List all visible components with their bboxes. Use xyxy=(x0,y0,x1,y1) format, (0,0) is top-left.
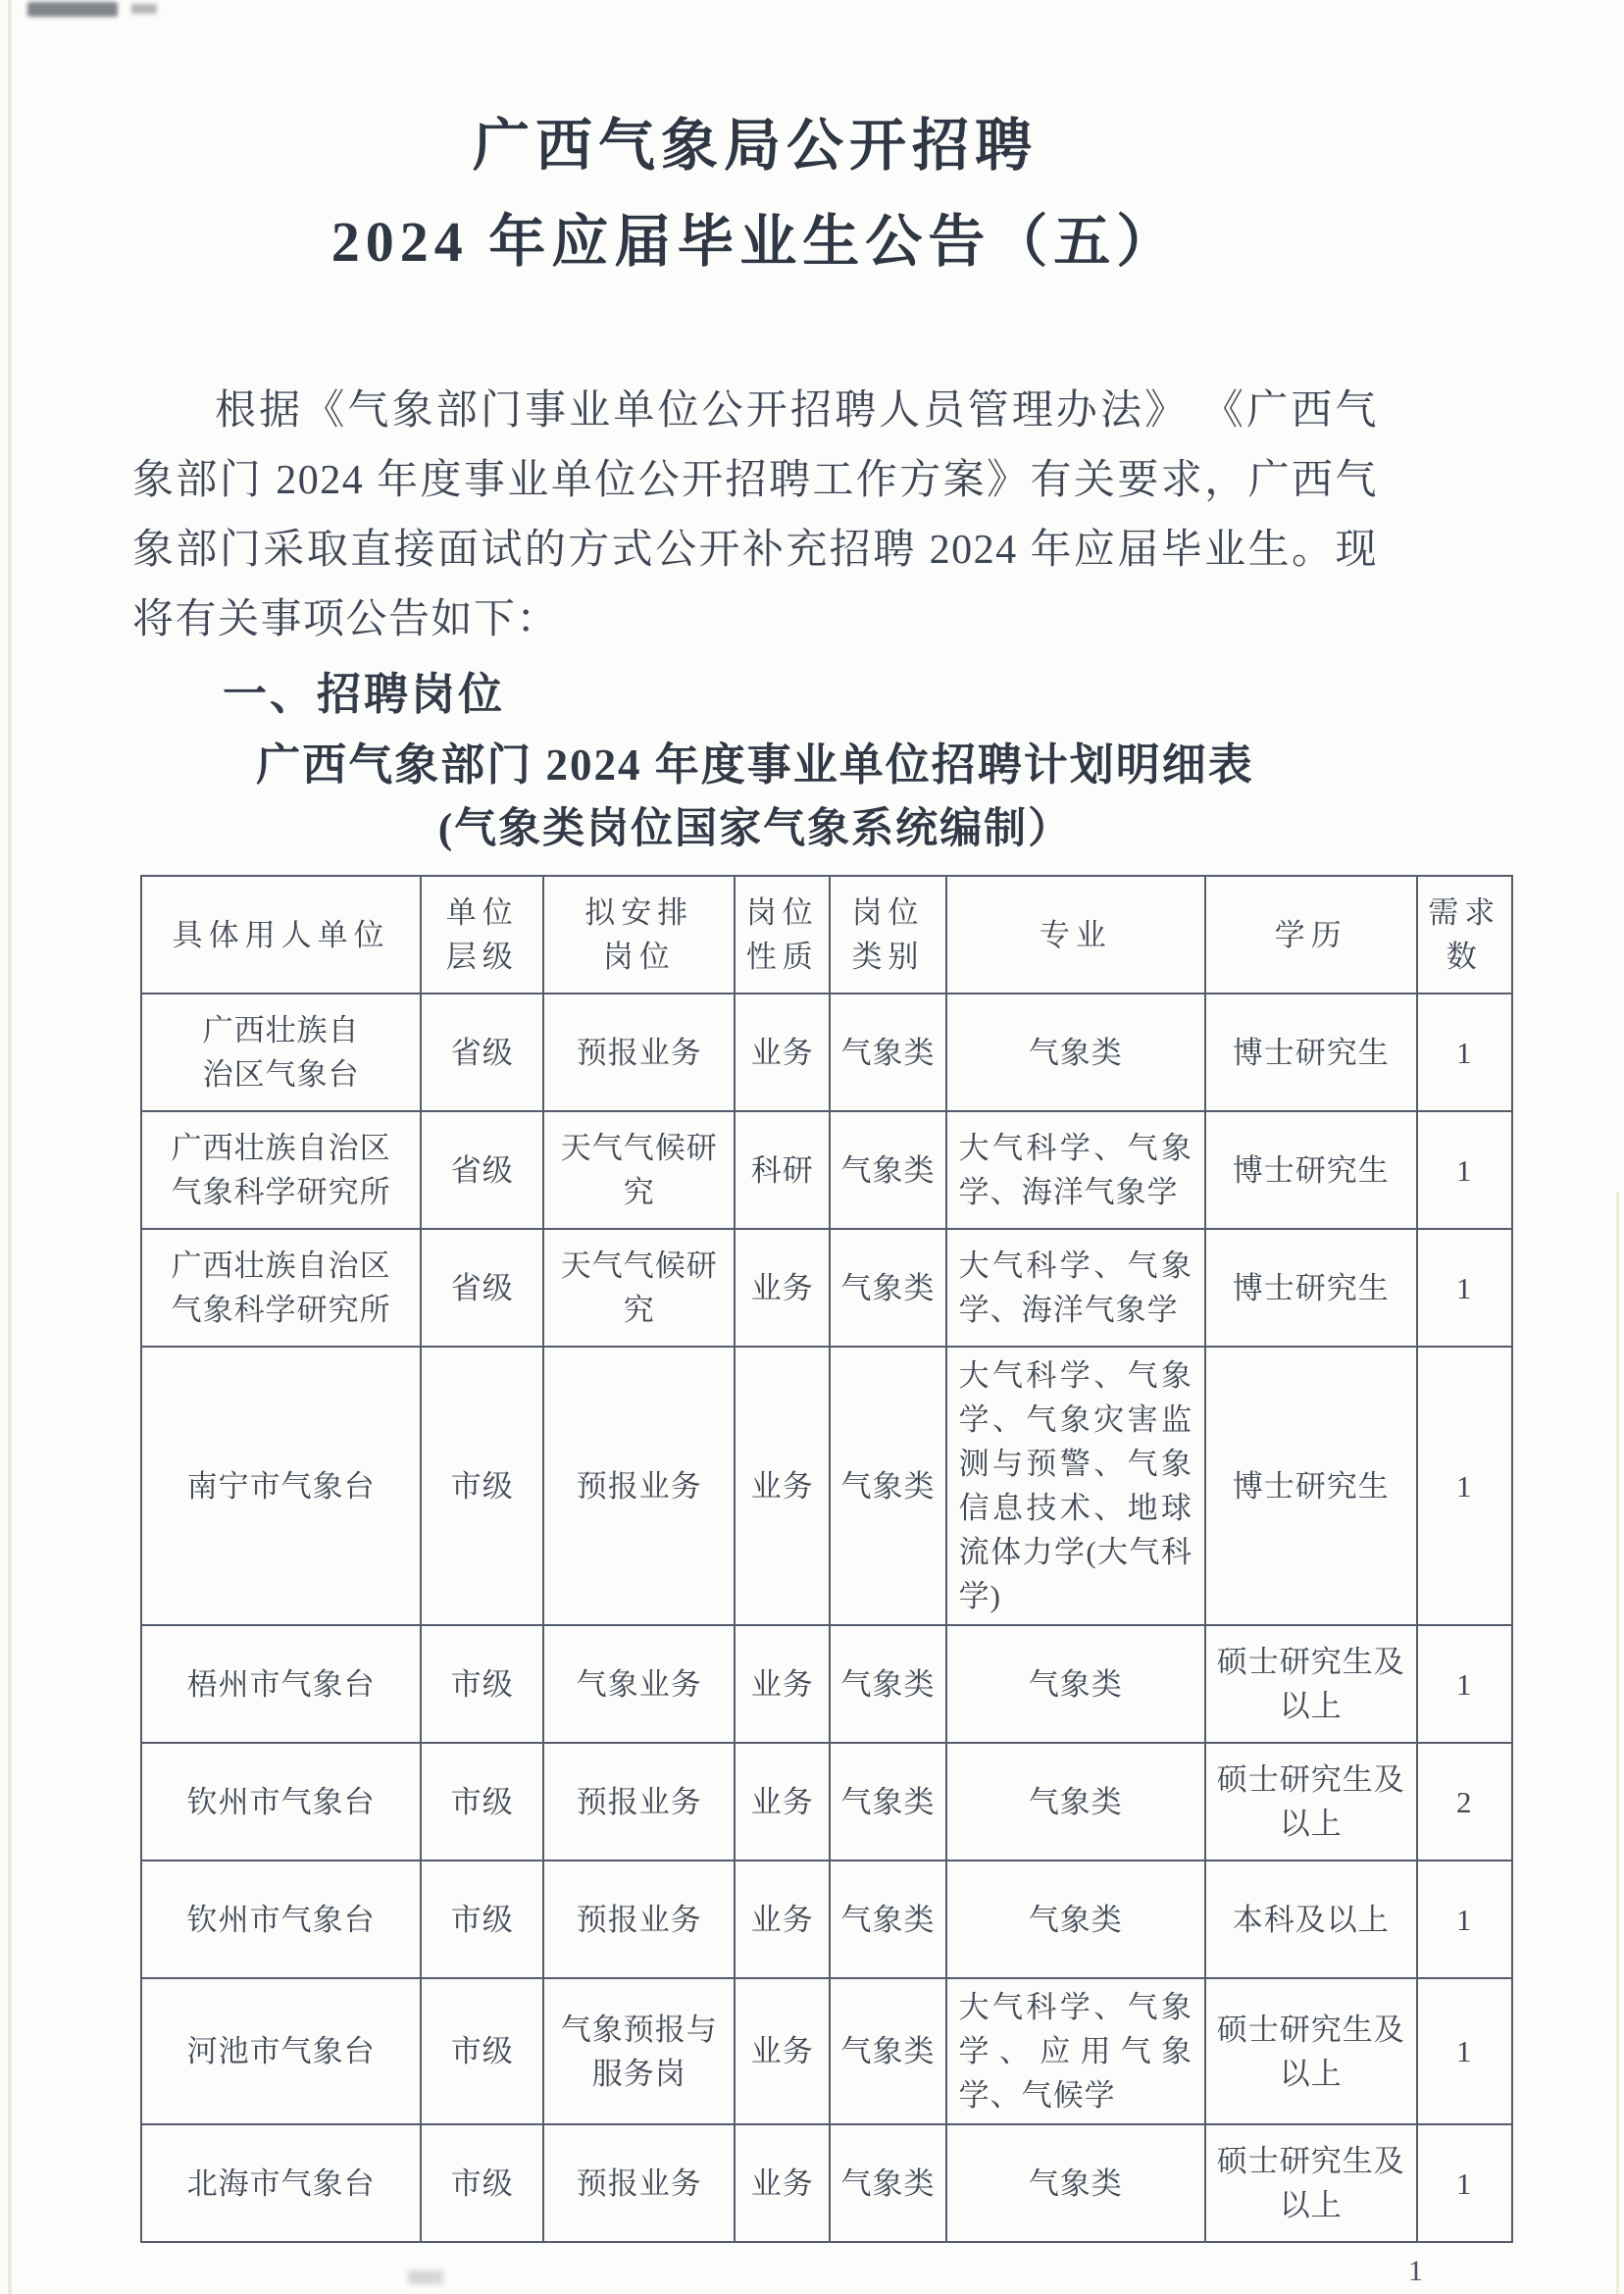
table-cell: 业务 xyxy=(735,1347,830,1625)
table-cell: 业务 xyxy=(735,2124,830,2242)
column-header: 具体用人单位 xyxy=(141,876,421,994)
table-cell: 预报业务 xyxy=(543,2124,735,2242)
table-cell: 硕士研究生及以上 xyxy=(1205,1978,1417,2124)
scan-edge-line xyxy=(1616,1193,1619,2294)
table-cell: 市级 xyxy=(421,1978,543,2124)
table-cell: 气象类 xyxy=(830,1861,945,1978)
table-cell: 大气科学、气象学、海洋气象学 xyxy=(946,1111,1205,1229)
table-cell: 硕士研究生及以上 xyxy=(1205,1743,1417,1861)
table-cell: 南宁市气象台 xyxy=(141,1347,421,1625)
table-cell: 1 xyxy=(1417,1347,1512,1625)
document-title-line1: 广西气象局公开招聘 xyxy=(472,114,1038,178)
table-cell: 天气气候研究 xyxy=(543,1111,735,1229)
table-cell: 气象类 xyxy=(830,1978,945,2124)
table-row xyxy=(141,994,1512,1111)
scan-artifact-mark xyxy=(27,2,118,17)
table-cell: 1 xyxy=(1417,1625,1512,1743)
table-cell: 业务 xyxy=(735,1625,830,1743)
table-cell: 气象业务 xyxy=(543,1625,735,1743)
table-cell: 气象类 xyxy=(830,2124,945,2242)
document-title-line2: 2024 年应届毕业生公告（五） xyxy=(330,210,1180,274)
table-cell: 1 xyxy=(1417,1978,1512,2124)
table-cell: 气象预报与服务岗 xyxy=(543,1978,735,2124)
table-cell: 气象类 xyxy=(946,994,1205,1111)
table-cell: 北海市气象台 xyxy=(141,2124,421,2242)
table-row xyxy=(141,1625,1512,1743)
intro-paragraph: 根据《气象部门事业单位公开招聘人员管理办法》 《广西气象部门 2024 年度事业单位公开招聘工作方案》有关要求，广西气象部门采取直接面试的方式公开补充招聘 2024 年应届毕业生。现将有关事项公告如下： xyxy=(132,388,1378,642)
table-cell: 业务 xyxy=(735,1978,830,2124)
table-cell: 天气气候研究 xyxy=(543,1229,735,1347)
table-cell: 市级 xyxy=(421,2124,543,2242)
table-cell: 1 xyxy=(1417,1111,1512,1229)
column-header: 专业 xyxy=(946,876,1205,994)
table-cell: 预报业务 xyxy=(543,1861,735,1978)
scan-edge-line xyxy=(8,0,12,2294)
table-cell: 气象类 xyxy=(946,1743,1205,1861)
scan-smudge xyxy=(408,2270,443,2284)
table-cell: 省级 xyxy=(421,1111,543,1229)
table-cell: 省级 xyxy=(421,1229,543,1347)
column-header: 岗位性质 xyxy=(735,876,830,994)
recruitment-table xyxy=(140,875,1513,2243)
column-header: 单位层级 xyxy=(421,876,543,994)
document-content xyxy=(0,98,1624,2288)
table-cell: 预报业务 xyxy=(543,1743,735,1861)
table-cell: 业务 xyxy=(735,1861,830,1978)
table-subtitle: (气象类岗位国家气象系统编制） xyxy=(437,806,1073,852)
table-body xyxy=(141,994,1512,2242)
scan-artifact-mark xyxy=(131,4,157,14)
table-cell: 市级 xyxy=(421,1625,543,1743)
table-title: 广西气象部门 2024 年度事业单位招聘计划明细表 xyxy=(256,740,1254,790)
table-row xyxy=(141,1743,1512,1861)
table-cell: 硕士研究生及以上 xyxy=(1205,1625,1417,1743)
table-cell: 气象类 xyxy=(946,2124,1205,2242)
document-title xyxy=(132,98,1378,290)
table-cell: 博士研究生 xyxy=(1205,994,1417,1111)
table-cell: 广西壮族自治区气象科学研究所 xyxy=(141,1229,421,1347)
table-cell: 1 xyxy=(1417,1861,1512,1978)
table-cell: 市级 xyxy=(421,1861,543,1978)
column-header: 学历 xyxy=(1205,876,1417,994)
table-cell: 预报业务 xyxy=(543,1347,735,1625)
table-row xyxy=(141,1111,1512,1229)
table-header xyxy=(141,876,1512,994)
table-cell: 广西壮族自治区气象科学研究所 xyxy=(141,1111,421,1229)
table-cell: 气象类 xyxy=(830,1229,945,1347)
table-header-row xyxy=(141,876,1512,994)
table-cell: 气象类 xyxy=(830,1347,945,1625)
table-cell: 大气科学、气象学、海洋气象学 xyxy=(946,1229,1205,1347)
column-header: 拟安排岗位 xyxy=(543,876,735,994)
table-cell: 省级 xyxy=(421,994,543,1111)
table-cell: 业务 xyxy=(735,1229,830,1347)
table-cell: 梧州市气象台 xyxy=(141,1625,421,1743)
table-cell: 博士研究生 xyxy=(1205,1229,1417,1347)
table-cell: 广西壮族自治区气象台 xyxy=(141,994,421,1111)
table-cell: 1 xyxy=(1417,994,1512,1111)
table-cell: 1 xyxy=(1417,2124,1512,2242)
table-cell: 气象类 xyxy=(946,1625,1205,1743)
table-cell: 业务 xyxy=(735,1743,830,1861)
table-cell: 气象类 xyxy=(830,994,945,1111)
table-cell: 大气科学、气象学、应用气象学、气候学 xyxy=(946,1978,1205,2124)
column-header: 需求数 xyxy=(1417,876,1512,994)
table-cell: 业务 xyxy=(735,994,830,1111)
section-heading: 一、招聘岗位 xyxy=(223,670,506,719)
column-header: 岗位类别 xyxy=(830,876,945,994)
table-cell: 博士研究生 xyxy=(1205,1347,1417,1625)
table-cell: 河池市气象台 xyxy=(141,1978,421,2124)
table-cell: 大气科学、气象学、气象灾害监测与预警、气象信息技术、地球流体力学(大气科学) xyxy=(946,1347,1205,1625)
table-cell: 气象类 xyxy=(830,1743,945,1861)
table-row xyxy=(141,1229,1512,1347)
table-cell: 市级 xyxy=(421,1743,543,1861)
table-cell: 硕士研究生及以上 xyxy=(1205,2124,1417,2242)
table-cell: 1 xyxy=(1417,1229,1512,1347)
table-cell: 钦州市气象台 xyxy=(141,1743,421,1861)
table-row xyxy=(141,1978,1512,2124)
table-row xyxy=(141,2124,1512,2242)
page-number: 1 xyxy=(1408,2255,1423,2287)
table-row xyxy=(141,1861,1512,1978)
table-cell: 气象类 xyxy=(830,1625,945,1743)
table-cell: 预报业务 xyxy=(543,994,735,1111)
table-cell: 气象类 xyxy=(830,1111,945,1229)
table-cell: 市级 xyxy=(421,1347,543,1625)
table-cell: 本科及以上 xyxy=(1205,1861,1417,1978)
table-row xyxy=(141,1347,1512,1625)
table-cell: 钦州市气象台 xyxy=(141,1861,421,1978)
table-cell: 科研 xyxy=(735,1111,830,1229)
table-cell: 2 xyxy=(1417,1743,1512,1861)
table-cell: 气象类 xyxy=(946,1861,1205,1978)
table-cell: 博士研究生 xyxy=(1205,1111,1417,1229)
